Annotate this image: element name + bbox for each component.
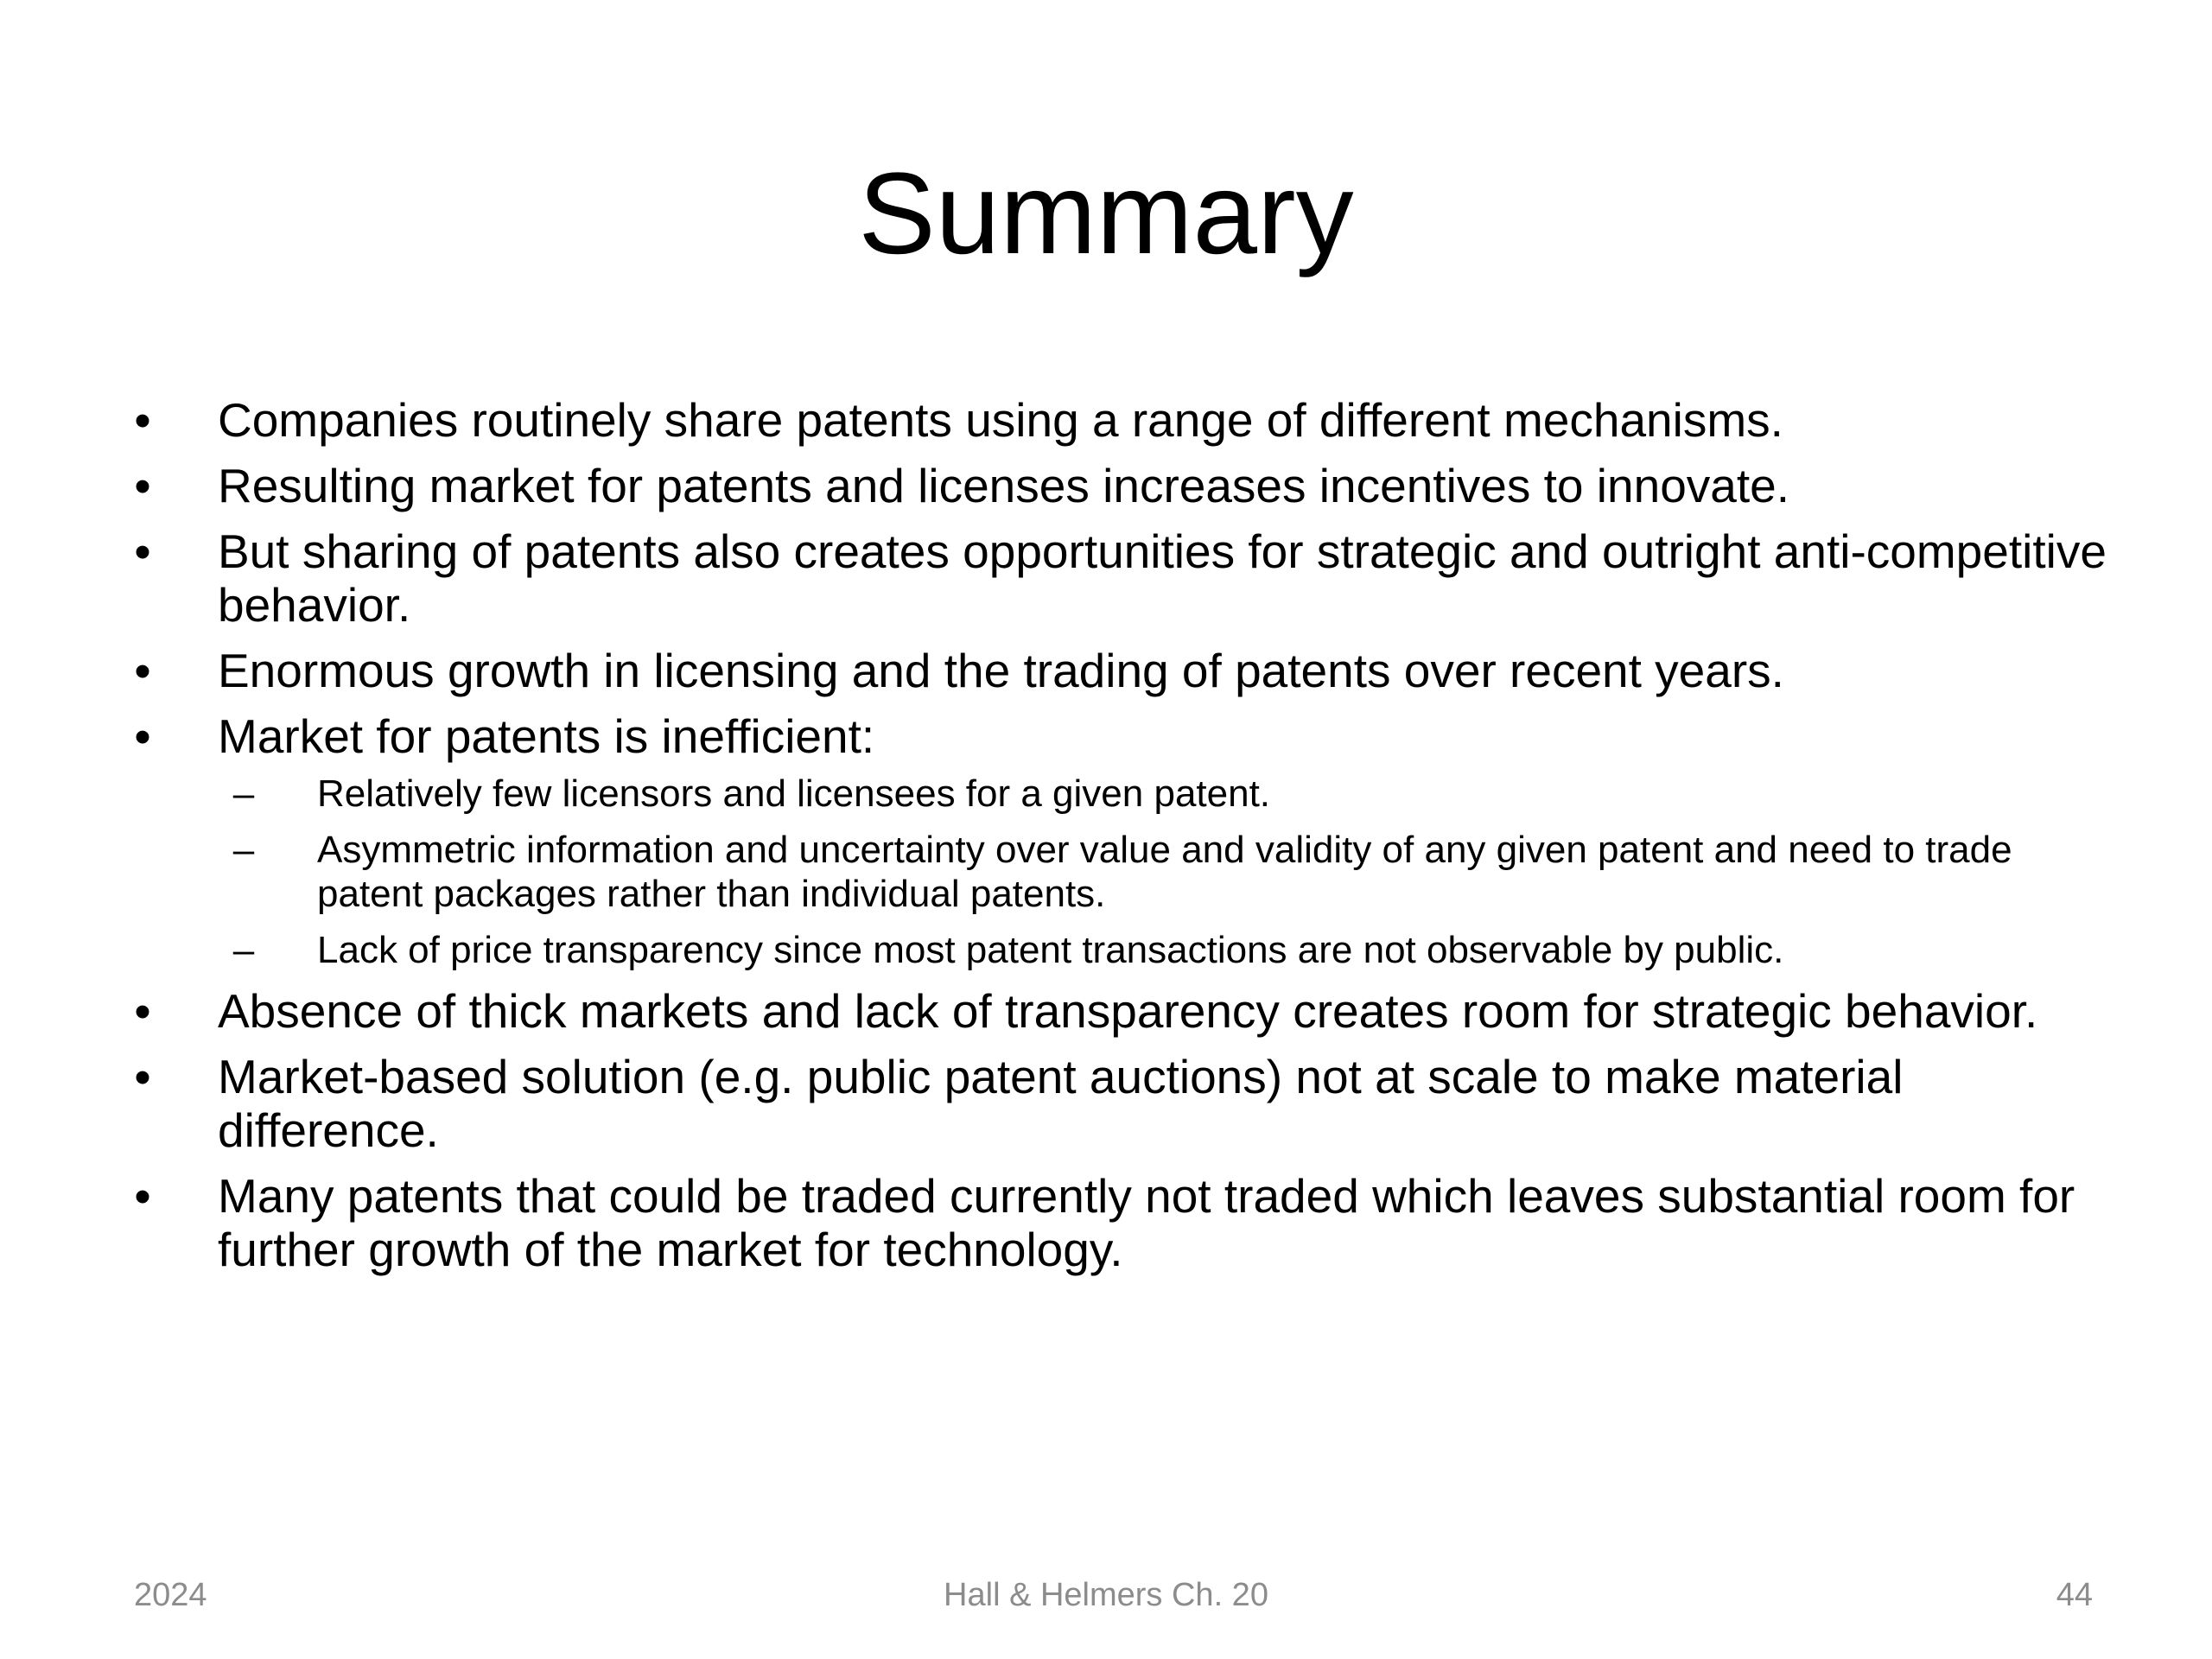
bullet-text: Companies routinely share patents using a range of different mechanisms.	[218, 393, 1783, 447]
footer-page-number: 44	[2056, 1577, 2093, 1613]
sub-bullet-text: Asymmetric information and uncertainty over value and validity of any given patent and need to trade patent packages rather than individual patents.	[317, 829, 2012, 915]
bullet-item	[121, 1050, 2117, 1157]
bullet-text: Many patents that could be traded currently not traded which leaves substantial room for further growth of the market for technology.	[218, 1169, 2075, 1276]
footer-source: Hall & Helmers Ch. 20	[944, 1577, 1268, 1613]
bullet-marker: •	[134, 709, 151, 763]
sub-bullet-item	[218, 772, 2117, 816]
sub-bullet-text: Relatively few licensors and licensees for a given patent.	[317, 772, 1271, 815]
bullet-marker: •	[134, 984, 151, 1038]
bullet-marker: •	[134, 1050, 151, 1103]
summary-bullet-list	[121, 393, 2117, 1288]
bullet-marker: •	[134, 1169, 151, 1223]
bullet-text: Resulting market for patents and licenses increases incentives to innovate.	[218, 459, 1790, 512]
bullet-item	[121, 1169, 2117, 1276]
bullet-text: Absence of thick markets and lack of transparency creates room for strategic behavior.	[218, 984, 2038, 1038]
sub-bullet-marker: –	[232, 772, 255, 815]
bullet-item	[121, 709, 2117, 972]
bullet-marker: •	[134, 644, 151, 697]
bullet-text: Enormous growth in licensing and the trading of patents over recent years.	[218, 644, 1784, 697]
bullet-item	[121, 393, 2117, 447]
sub-bullet-item	[218, 928, 2117, 972]
bullet-item	[121, 984, 2117, 1038]
bullet-text: Market-based solution (e.g. public patent auctions) not at scale to make material difference.	[218, 1050, 1904, 1157]
bullet-marker: •	[134, 459, 151, 512]
sub-bullet-list	[218, 772, 2117, 972]
sub-bullet-marker: –	[232, 829, 255, 871]
bullet-text: But sharing of patents also creates opportunities for strategic and outright anti-competitive behavior.	[218, 524, 2107, 632]
sub-bullet-marker: –	[232, 929, 255, 971]
bullet-item	[121, 524, 2117, 632]
bullet-text: Market for patents is inefficient:	[218, 709, 875, 763]
bullet-marker: •	[134, 393, 151, 447]
sub-bullet-text: Lack of price transparency since most patent transactions are not observable by public.	[317, 929, 1784, 971]
bullet-marker: •	[134, 524, 151, 578]
bullet-item	[121, 644, 2117, 697]
slide-title: Summary	[858, 149, 1354, 278]
bullet-item	[121, 459, 2117, 512]
sub-bullet-item	[218, 828, 2117, 916]
footer-date: 2024	[134, 1577, 207, 1613]
